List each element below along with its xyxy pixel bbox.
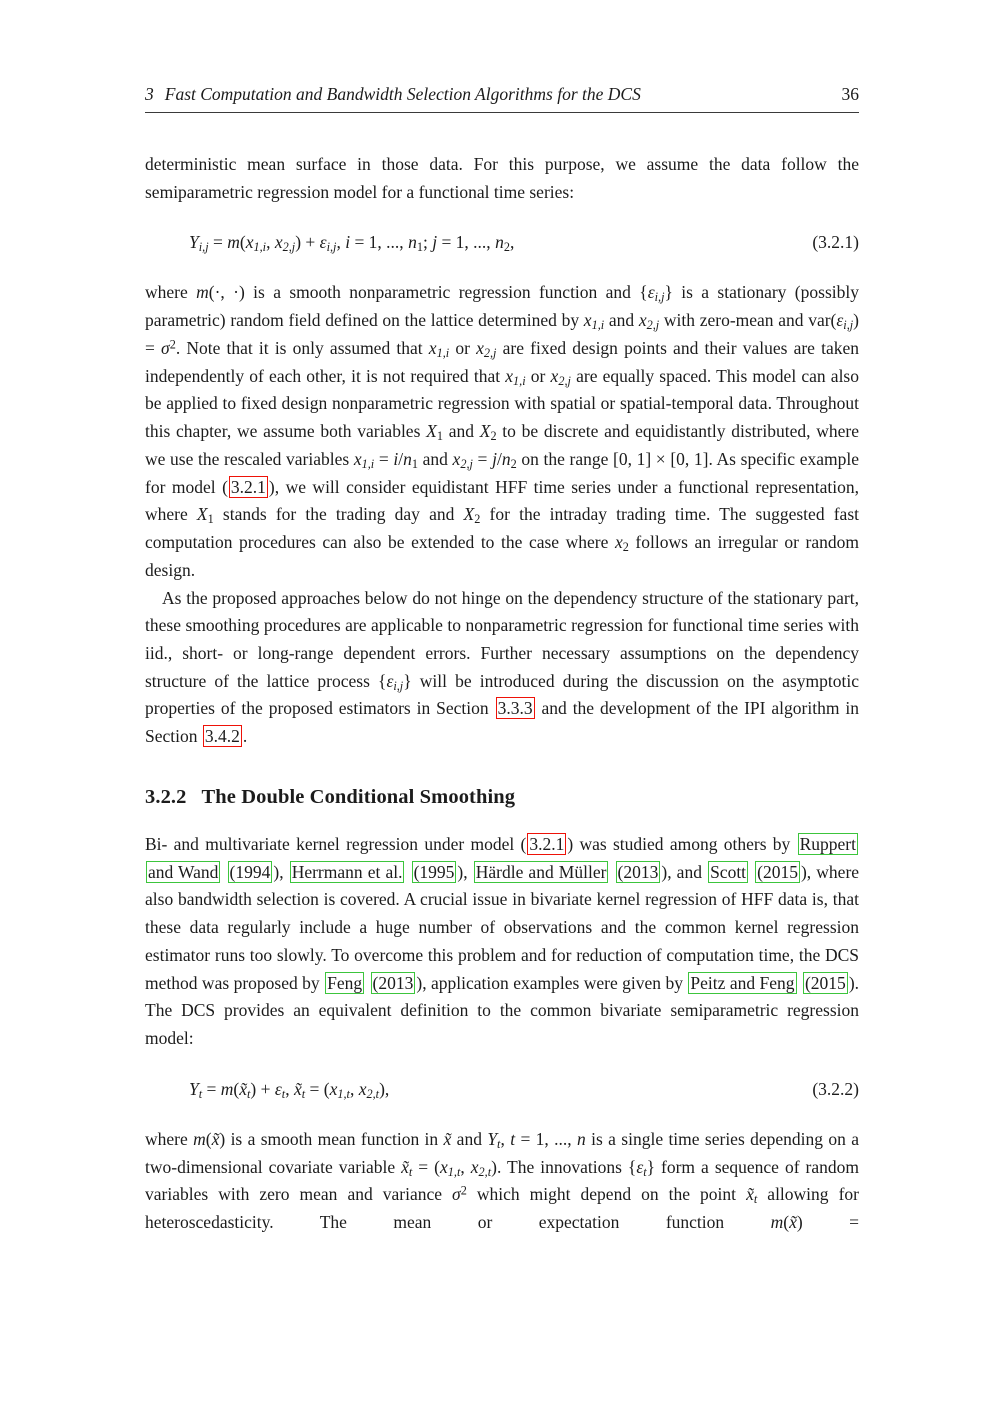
- text-run: and the development of the IPI algorithm in Section: [145, 698, 859, 747]
- text-run: 1: [436, 429, 443, 444]
- equation-body: [189, 232, 514, 253]
- text-run: ) +: [295, 232, 320, 253]
- citation-link[interactable]: (2013: [617, 861, 659, 882]
- text-run: 1,t: [337, 1086, 350, 1101]
- text-run: x̃: [401, 1156, 409, 1177]
- text-run: where: [145, 1128, 194, 1149]
- text-run: ),: [457, 861, 473, 882]
- text-run: and: [417, 448, 453, 469]
- text-run: m: [227, 232, 240, 253]
- text-run: =: [472, 448, 493, 469]
- text-run: 2,j: [483, 346, 497, 360]
- text-run: } will be introduced during the discussion on the asymptotic properties of the proposed estimators in Section: [145, 670, 859, 719]
- text-run: t: [281, 1086, 286, 1101]
- text-run: for the intraday trading time. The suggested fast computation procedures can also be extended to the case where: [145, 504, 859, 553]
- text-run: t: [753, 1192, 758, 1207]
- text-run: ε: [386, 670, 394, 691]
- chapter-title: Fast Computation and Bandwidth Selection Algorithms for the DCS: [164, 84, 641, 104]
- text-run: is a single time series depending on a two-dimensional covariate variable: [145, 1128, 860, 1177]
- text-run: x̃: [239, 1078, 248, 1099]
- text-run: (: [239, 232, 246, 253]
- text-run: where: [145, 282, 197, 303]
- text-run: =: [208, 232, 228, 253]
- text-run: (: [205, 1128, 212, 1149]
- text-run: t: [301, 1086, 306, 1101]
- text-run: (: [783, 1212, 790, 1233]
- paragraph-model-definition: [145, 1126, 859, 1237]
- text-run: x: [505, 365, 514, 386]
- text-run: ,: [336, 232, 346, 253]
- text-run: t: [643, 1164, 647, 1179]
- text-run: . Note that it is only assumed that: [175, 337, 429, 358]
- text-run: ) =: [796, 1212, 859, 1233]
- citation-link[interactable]: Ruppert and Wand: [148, 833, 856, 882]
- text-run: i,j: [843, 318, 854, 333]
- text-run: x̃: [443, 1128, 452, 1149]
- text-run: 1,t: [447, 1164, 461, 1179]
- ref-link[interactable]: 3.4.2: [204, 726, 240, 747]
- text-run: 2: [169, 337, 176, 352]
- text-run: ). The innovations {: [491, 1156, 637, 1177]
- text-run: ε: [647, 282, 655, 303]
- text-run: x̃: [789, 1212, 797, 1233]
- text-run: 1: [411, 456, 418, 471]
- text-run: m: [220, 1078, 234, 1099]
- text-run: 1,i: [436, 346, 450, 360]
- text-run: or: [449, 337, 477, 358]
- text-run: ),: [379, 1078, 390, 1099]
- equation-body: [189, 1079, 389, 1100]
- text-run: to be discrete and equidistantly distributed, where we use the rescaled variables: [145, 421, 859, 469]
- text-run: or: [525, 365, 551, 386]
- text-run: x: [274, 232, 283, 253]
- text-run: 2: [460, 1183, 467, 1198]
- text-run: on the range [0, 1] × [0, 1]. As specific example for model (: [145, 448, 859, 497]
- text-run: x̃: [746, 1184, 754, 1205]
- equation-3-2-1: [145, 232, 859, 253]
- text-run: [749, 862, 754, 882]
- text-run: and: [604, 310, 639, 331]
- text-run: ,: [500, 1128, 511, 1149]
- text-run: =: [202, 1078, 221, 1099]
- citation-link[interactable]: (1995: [413, 861, 455, 882]
- text-run: ,: [460, 1156, 471, 1177]
- text-run: Bi- and multivariate kernel regression under model (: [145, 833, 527, 854]
- citation-link[interactable]: Feng: [327, 972, 363, 993]
- text-run: As the proposed approaches below do not hinge on the dependency structure of the stationary part, these smoothing procedures are applicable to nonparametric regression for functional time series with iid., short- or long-range dependent errors. Further necessary assumptions on the dependency structure of the lattice process {: [145, 587, 859, 691]
- chapter-number: 3: [145, 84, 154, 104]
- text-run: follows an irregular or random design.: [145, 532, 859, 580]
- text-run: i: [345, 232, 351, 253]
- text-run: =: [374, 448, 394, 469]
- text-run: ε: [836, 310, 844, 331]
- text-run: x: [638, 310, 647, 331]
- text-run: = 1, ...,: [515, 1128, 578, 1149]
- citation-link[interactable]: Peitz and Feng: [690, 972, 795, 993]
- text-run: are fixed design points and their values are taken independently of each other, it is not required that: [145, 337, 860, 386]
- text-run: ), and: [661, 861, 708, 882]
- text-run: = (: [305, 1078, 330, 1099]
- text-run: 1,i: [361, 456, 375, 471]
- text-run: } form a sequence of random variables with zero mean and variance: [145, 1156, 859, 1205]
- text-run: ε: [274, 1078, 282, 1099]
- text-run: X: [463, 504, 475, 525]
- text-run: ) is a smooth mean function in: [219, 1128, 444, 1149]
- ref-link[interactable]: 3.2.1: [230, 476, 266, 497]
- citation-link[interactable]: (2015: [757, 861, 798, 882]
- section-title: The Double Conditional Smoothing: [201, 785, 516, 808]
- text-run: (·, ·) is a smooth nonparametric regression function and {: [208, 282, 648, 303]
- text-run: Y: [189, 232, 199, 253]
- text-run: } is a stationary (possibly parametric) random field defined on the lattice determined by: [145, 282, 859, 331]
- text-run: deterministic mean surface in those data. For this purpose, we assume the data follow the semiparametric regression model for a functional time series:: [145, 154, 859, 202]
- text-run: x: [358, 1078, 367, 1099]
- text-run: ε: [319, 232, 327, 253]
- text-run: i,j: [198, 240, 209, 255]
- text-run: x: [452, 448, 461, 469]
- text-run: 2,t: [478, 1164, 492, 1179]
- citation-link[interactable]: (2013: [372, 972, 414, 993]
- text-run: ),: [273, 861, 289, 882]
- text-run: j: [432, 232, 438, 253]
- text-run: [405, 862, 410, 882]
- equation-3-2-2: [145, 1079, 859, 1100]
- text-run: m: [193, 1128, 206, 1149]
- text-run: n: [403, 448, 412, 469]
- text-run: x: [245, 232, 254, 253]
- ref-link[interactable]: 3.3.3: [497, 698, 533, 719]
- text-run: x: [550, 365, 559, 386]
- text-run: σ: [161, 337, 170, 358]
- text-run: j: [492, 448, 497, 469]
- text-run: ). The DCS provides an equivalent definition to the common bivariate semiparametric regression model:: [145, 972, 860, 1049]
- text-run: [798, 973, 802, 993]
- text-run: i: [393, 448, 399, 469]
- text-run: 1: [416, 240, 423, 255]
- text-run: ), we will consider equidistant HFF time series under a functional representation, where: [145, 476, 859, 525]
- text-run: x: [614, 532, 623, 553]
- text-run: stands for the trading day and: [213, 504, 464, 525]
- citation-link[interactable]: (1994: [229, 861, 271, 882]
- equation-number: (3.2.2): [812, 1078, 859, 1099]
- text-run: i,j: [326, 240, 337, 255]
- text-run: x: [353, 448, 362, 469]
- citation-link[interactable]: Herrmann et al.: [291, 861, 403, 882]
- section-heading: [145, 786, 859, 809]
- text-run: n: [495, 232, 504, 253]
- text-run: x: [583, 310, 592, 331]
- text-run: /: [496, 448, 502, 469]
- paragraph-approaches: [145, 585, 859, 751]
- text-run: m: [770, 1212, 784, 1233]
- text-run: and: [442, 421, 480, 442]
- text-run: ,: [509, 232, 515, 253]
- text-run: t: [408, 1164, 413, 1179]
- paragraph-model-discussion: [145, 279, 859, 584]
- text-run: [365, 973, 369, 993]
- text-run: ) was studied among others by: [567, 833, 797, 854]
- running-header: [145, 84, 859, 113]
- text-run: ), where also bandwidth selection is covered. A crucial issue in bivariate kernel regression of HFF data is, that these data regularly include a huge number of observations and the common kernel regression estimator runs too slowly. To overcome this problem and for reduction of computation time, the DCS method was proposed by: [145, 861, 860, 993]
- text-run: X: [479, 421, 491, 442]
- text-run: t: [497, 1136, 501, 1151]
- text-run: ), application examples were given by: [416, 972, 688, 993]
- text-run: ε: [636, 1156, 644, 1177]
- text-run: 2,t: [366, 1086, 380, 1101]
- text-run: x̃: [293, 1078, 302, 1099]
- text-run: X: [426, 421, 437, 442]
- text-run: with zero-mean and var(: [659, 310, 837, 331]
- citation-link[interactable]: (2015: [804, 972, 846, 993]
- text-run: [221, 862, 226, 882]
- text-run: x: [440, 1156, 448, 1177]
- text-run: 1,i: [513, 373, 526, 388]
- text-run: σ: [452, 1184, 461, 1205]
- text-run: x: [476, 337, 484, 358]
- text-run: 2,j: [558, 373, 571, 388]
- text-run: x: [428, 337, 437, 358]
- text-run: allowing for heteroscedasticity. The mean or expectation function: [145, 1184, 859, 1233]
- text-run: ,: [349, 1078, 359, 1099]
- text-run: 1: [207, 512, 214, 527]
- text-run: Y: [487, 1128, 498, 1149]
- text-run: i,j: [654, 290, 665, 305]
- text-run: Y: [189, 1078, 199, 1099]
- text-run: 2: [474, 512, 481, 527]
- text-run: [609, 862, 614, 882]
- text-run: 1,i: [253, 240, 267, 255]
- text-run: 2,j: [646, 318, 660, 333]
- text-run: are equally spaced. This model can also be applied to fixed design nonparametric regression with spatial or spatial-temporal data. Throughout this chapter, we assume both variables: [145, 365, 859, 442]
- text-run: x: [329, 1078, 338, 1099]
- citation-link[interactable]: Scott: [710, 861, 747, 882]
- text-run: t: [198, 1086, 203, 1101]
- ref-link[interactable]: 3.2.1: [529, 833, 565, 854]
- text-run: .: [242, 726, 248, 747]
- text-run: n: [408, 232, 417, 253]
- text-run: which might depend on the point: [466, 1184, 747, 1205]
- text-run: x: [470, 1156, 479, 1177]
- text-run: ,: [266, 232, 275, 253]
- text-run: t: [247, 1086, 251, 1101]
- text-run: x̃: [211, 1128, 220, 1149]
- text-run: ;: [422, 232, 433, 253]
- text-run: = (: [412, 1156, 440, 1177]
- text-run: = 1, ...,: [350, 232, 409, 253]
- section-number: 3.2.2: [145, 785, 187, 808]
- text-run: ) =: [145, 310, 859, 358]
- paragraph-intro: [145, 151, 859, 206]
- text-run: = 1, ...,: [437, 232, 496, 253]
- text-run: 2: [622, 540, 629, 555]
- text-run: and: [451, 1128, 488, 1149]
- text-run: 2,j: [460, 456, 473, 471]
- text-run: /: [398, 448, 404, 469]
- text-run: i,j: [393, 678, 404, 693]
- text-run: 2: [503, 240, 510, 255]
- text-run: ) +: [250, 1078, 275, 1099]
- text-run: 1,i: [591, 318, 605, 333]
- text-run: m: [196, 282, 209, 303]
- page-content: [145, 84, 859, 1237]
- paragraph-dcs-literature: [145, 831, 859, 1053]
- text-run: n: [577, 1128, 586, 1149]
- equation-number: (3.2.1): [812, 232, 859, 253]
- text-run: t: [510, 1128, 516, 1149]
- text-run: 2: [510, 456, 517, 471]
- text-run: 2,j: [282, 240, 296, 255]
- text-run: n: [501, 448, 511, 469]
- citation-link[interactable]: Härdle and Müller: [475, 861, 607, 882]
- text-run: 2: [490, 429, 497, 444]
- text-run: X: [196, 504, 208, 525]
- running-header-title: [145, 84, 641, 105]
- text-run: (: [233, 1078, 240, 1099]
- page-number: 36: [841, 84, 859, 104]
- text-run: ,: [285, 1078, 294, 1099]
